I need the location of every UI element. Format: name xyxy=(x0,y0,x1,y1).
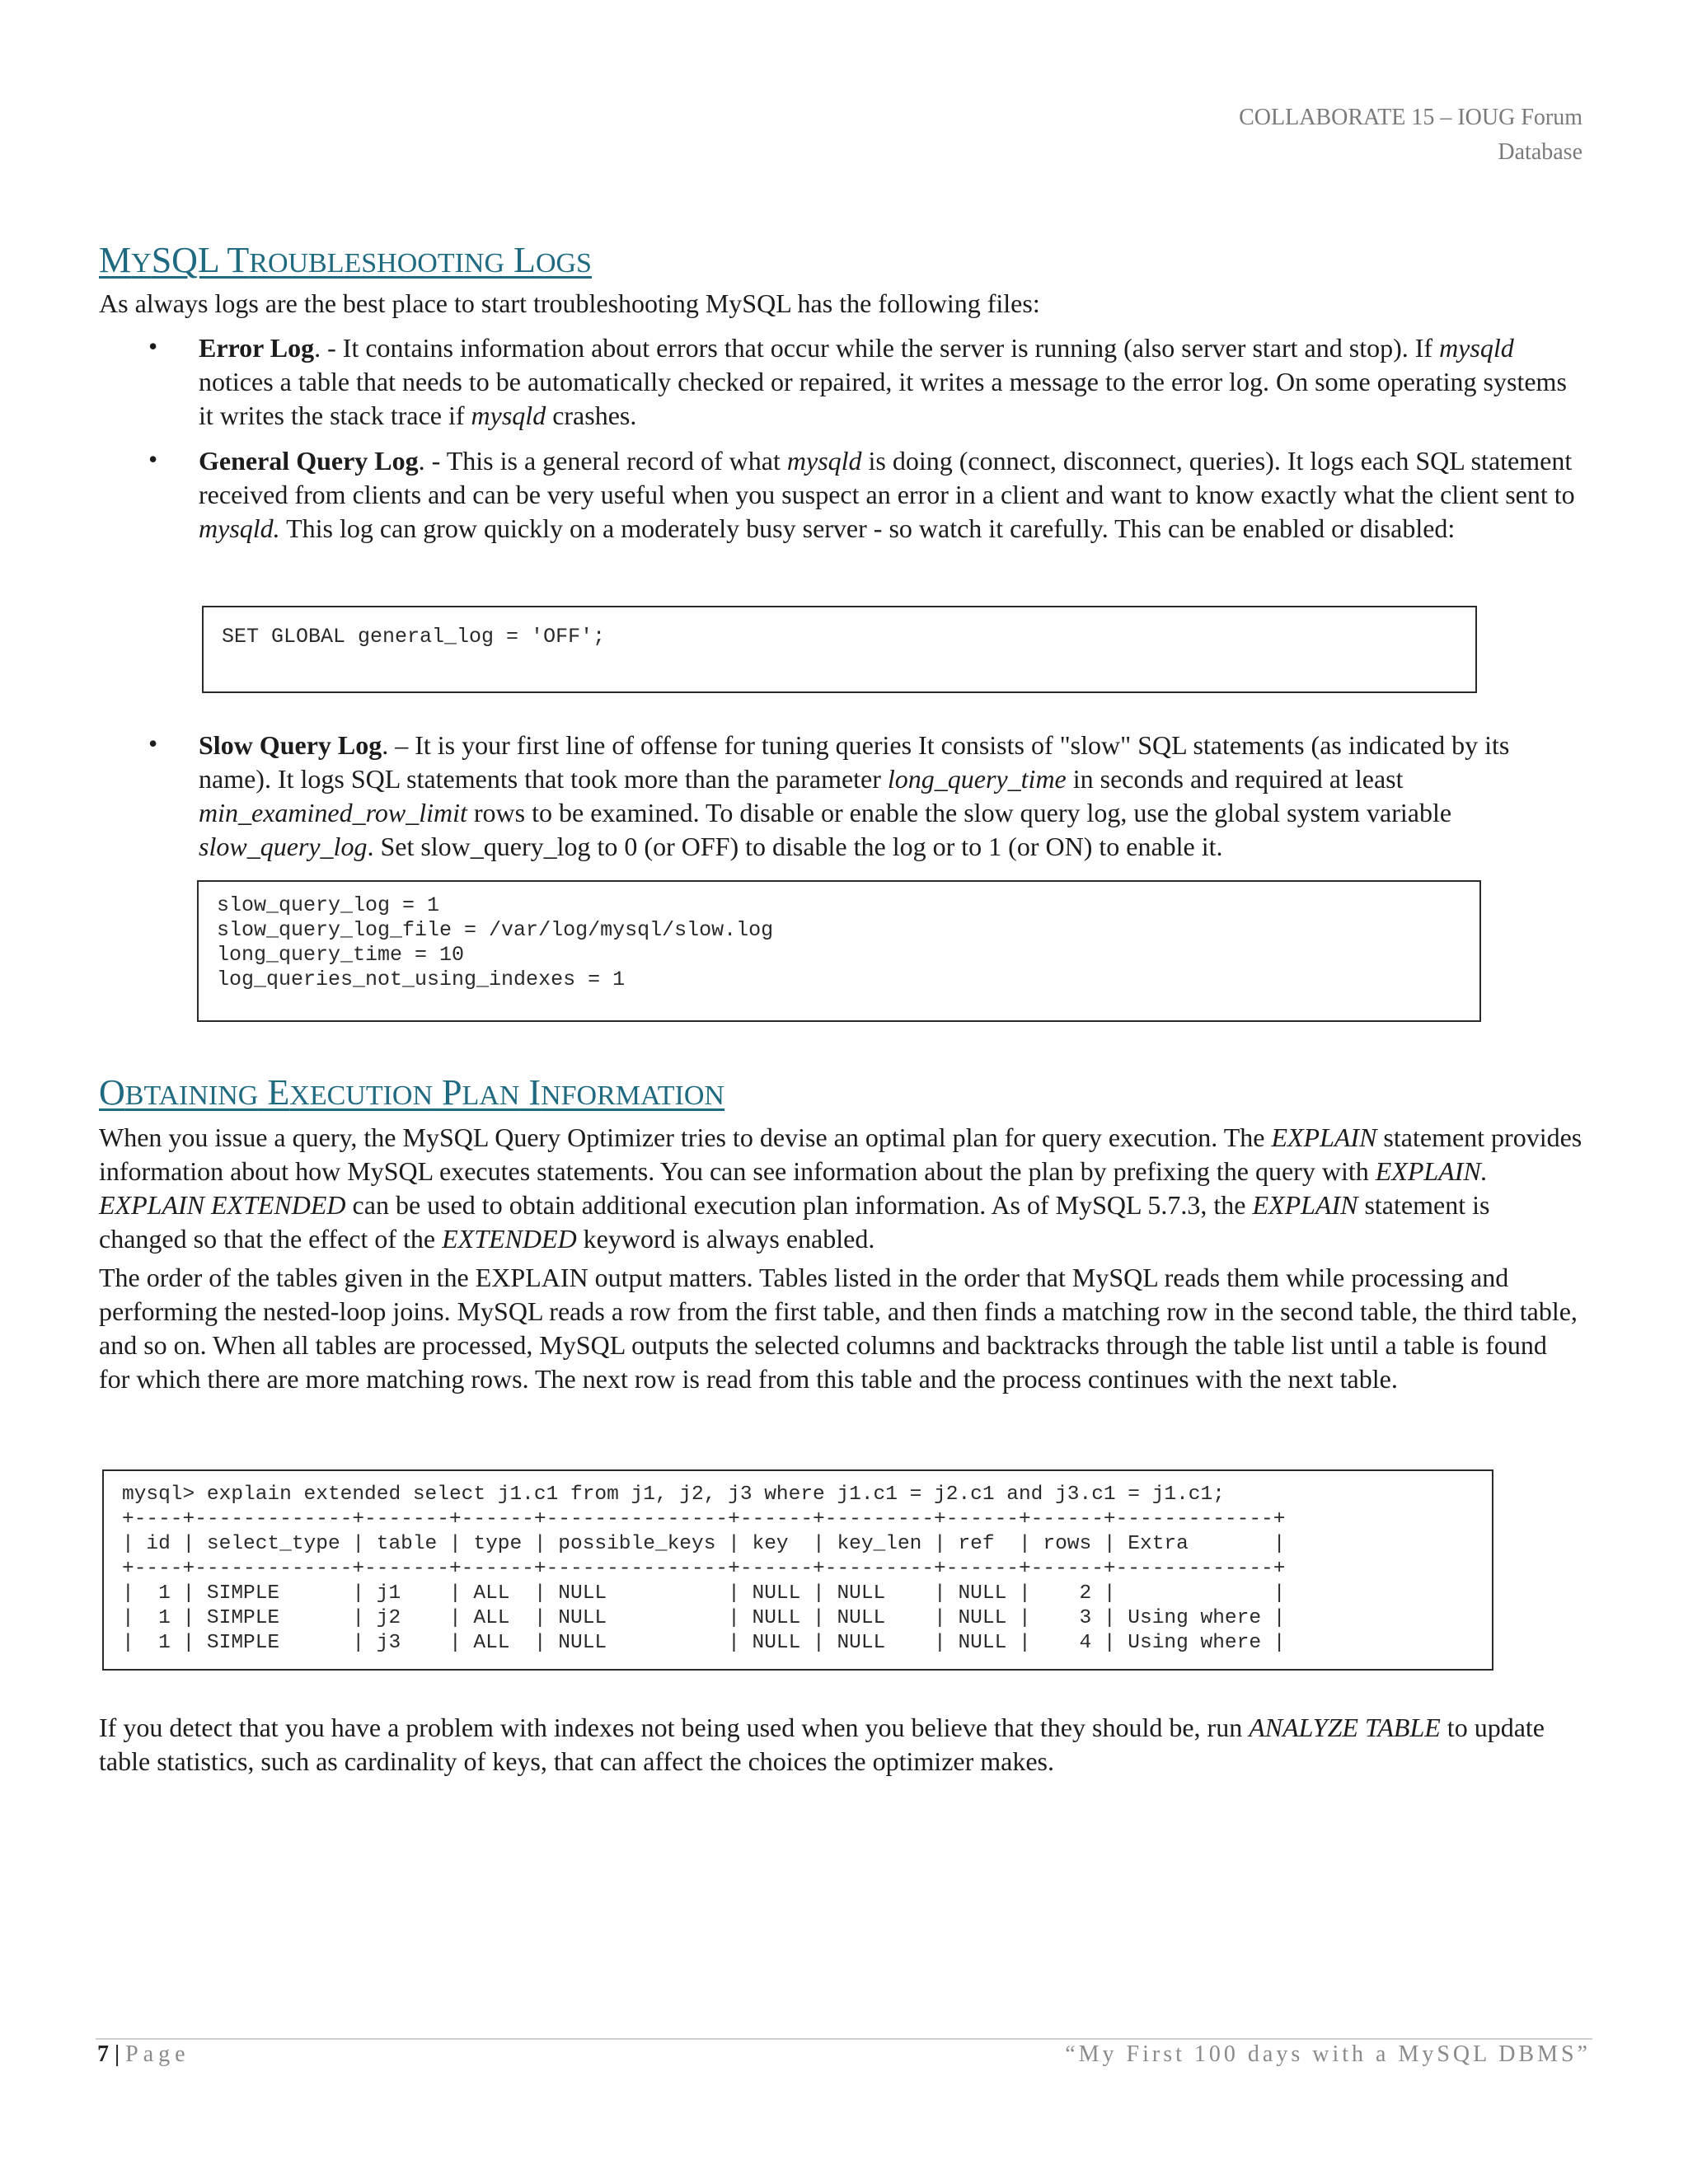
bullet-dot: • xyxy=(148,331,158,361)
section2-paragraph-2: The order of the tables given in the EXPLAIN output matters. Tables listed in the order that MySQL reads them while processing and performing the nested-loop joins. MySQL reads a row from the first table, and then finds a matching row in the second table, the third table, and so on. When all tables are processed, MySQL outputs the selected columns and backtracks through the table list until a table is found for which there are more matching rows. The next row is read from this table and the process continues with the next table. xyxy=(99,1263,1578,1394)
bullet-general-query-log: • General Query Log. - This is a general record of what mysqld is doing (connect, disconnect, queries). It logs each SQL statement received from clients and can be very useful when you suspect an error in a client and want to know exactly what the client sent to mysqld. This log can grow quickly on a moderately busy server - so watch it carefully. This can be enabled or disabled: xyxy=(148,444,1575,543)
bullet-dot: • xyxy=(148,444,158,474)
footer-page-number: 7 | Page xyxy=(97,2041,190,2067)
code-block-explain-output: mysql> explain extended select j1.c1 from j1, j2, j3 where j1.c1 = j2.c1 and j3.c1 = j1.c1; +----+-------------+-------+------+---------------+------+---------+------+------+-------------+ | id | select_type | table | type | possible_keys | key | key_len | ref | rows | Extra | +----+-------------+-------+------+---------------+------+---------+------+------+-------------+ | 1 | SIMPLE | j1 | ALL | NULL | NULL | NULL | NULL | 2 | | | 1 | SIMPLE | j2 | ALL | NULL | NULL | NULL | NULL | 3 | Using where | | 1 | SIMPLE | j3 | ALL | NULL | NULL | NULL | NULL | 4 | Using where | xyxy=(102,1469,1493,1671)
code-block-slow-log-config: slow_query_log = 1 slow_query_log_file = /var/log/mysql/slow.log long_query_time = 10 log_queries_not_using_indexes = 1 xyxy=(197,880,1481,1022)
section-heading-troubleshooting-logs: MYSQL TROUBLESHOOTING LOGS xyxy=(99,240,592,280)
section2-paragraph-3: If you detect that you have a problem with indexes not being used when you believe that they should be, run ANALYZE TABLE to update table statistics, such as cardinality of keys, that can affect the choices the optimizer makes. xyxy=(99,1713,1545,1776)
code-block-general-log: SET GLOBAL general_log = 'OFF'; xyxy=(202,606,1477,693)
bullet-title: Error Log xyxy=(199,333,315,363)
bullet-title: Slow Query Log xyxy=(199,730,382,760)
section1-intro: As always logs are the best place to start troubleshooting MySQL has the following files: xyxy=(99,288,1040,318)
bullet-dot: • xyxy=(148,729,158,758)
bullet-slow-query-log: • Slow Query Log. – It is your first line of offense for tuning queries It consists of "slow" SQL statements (as indicated by its name). It logs SQL statements that took more than the parameter long_query_time in seconds and required at least min_examined_row_limit rows to be examined. To disable or enable the slow query log, use the global system variable slow_query_log. Set slow_query_log to 0 (or OFF) to disable the log or to 1 (or ON) to enable it. xyxy=(148,729,1510,861)
bullet-title: General Query Log xyxy=(199,446,419,476)
section-heading-execution-plan: OBTAINING EXECUTION PLAN INFORMATION xyxy=(99,1072,724,1113)
running-header xyxy=(1239,101,1582,170)
footer-rule xyxy=(96,2038,1592,2040)
header-conference: COLLABORATE 15 – IOUG Forum xyxy=(1239,105,1582,130)
header-track: Database xyxy=(1498,139,1582,165)
section2-paragraph-1: When you issue a query, the MySQL Query Optimizer tries to devise an optimal plan for query execution. The EXPLAIN statement provides information about how MySQL executes statements. You can see information about the plan by prefixing the query with EXPLAIN. EXPLAIN EXTENDED can be used to obtain additional execution plan information. As of MySQL 5.7.3, the EXPLAIN statement is changed so that the effect of the EXTENDED keyword is always enabled. xyxy=(99,1122,1582,1254)
bullet-error-log: • Error Log. - It contains information about errors that occur while the server is running (also server start and stop). If mysqld notices a table that needs to be automatically checked or repaired, it writes a message to the error log. On some operating systems it writes the stack trace if mysqld crashes. xyxy=(148,331,1567,430)
footer-document-title: “My First 100 days with a MySQL DBMS” xyxy=(1065,2041,1591,2067)
